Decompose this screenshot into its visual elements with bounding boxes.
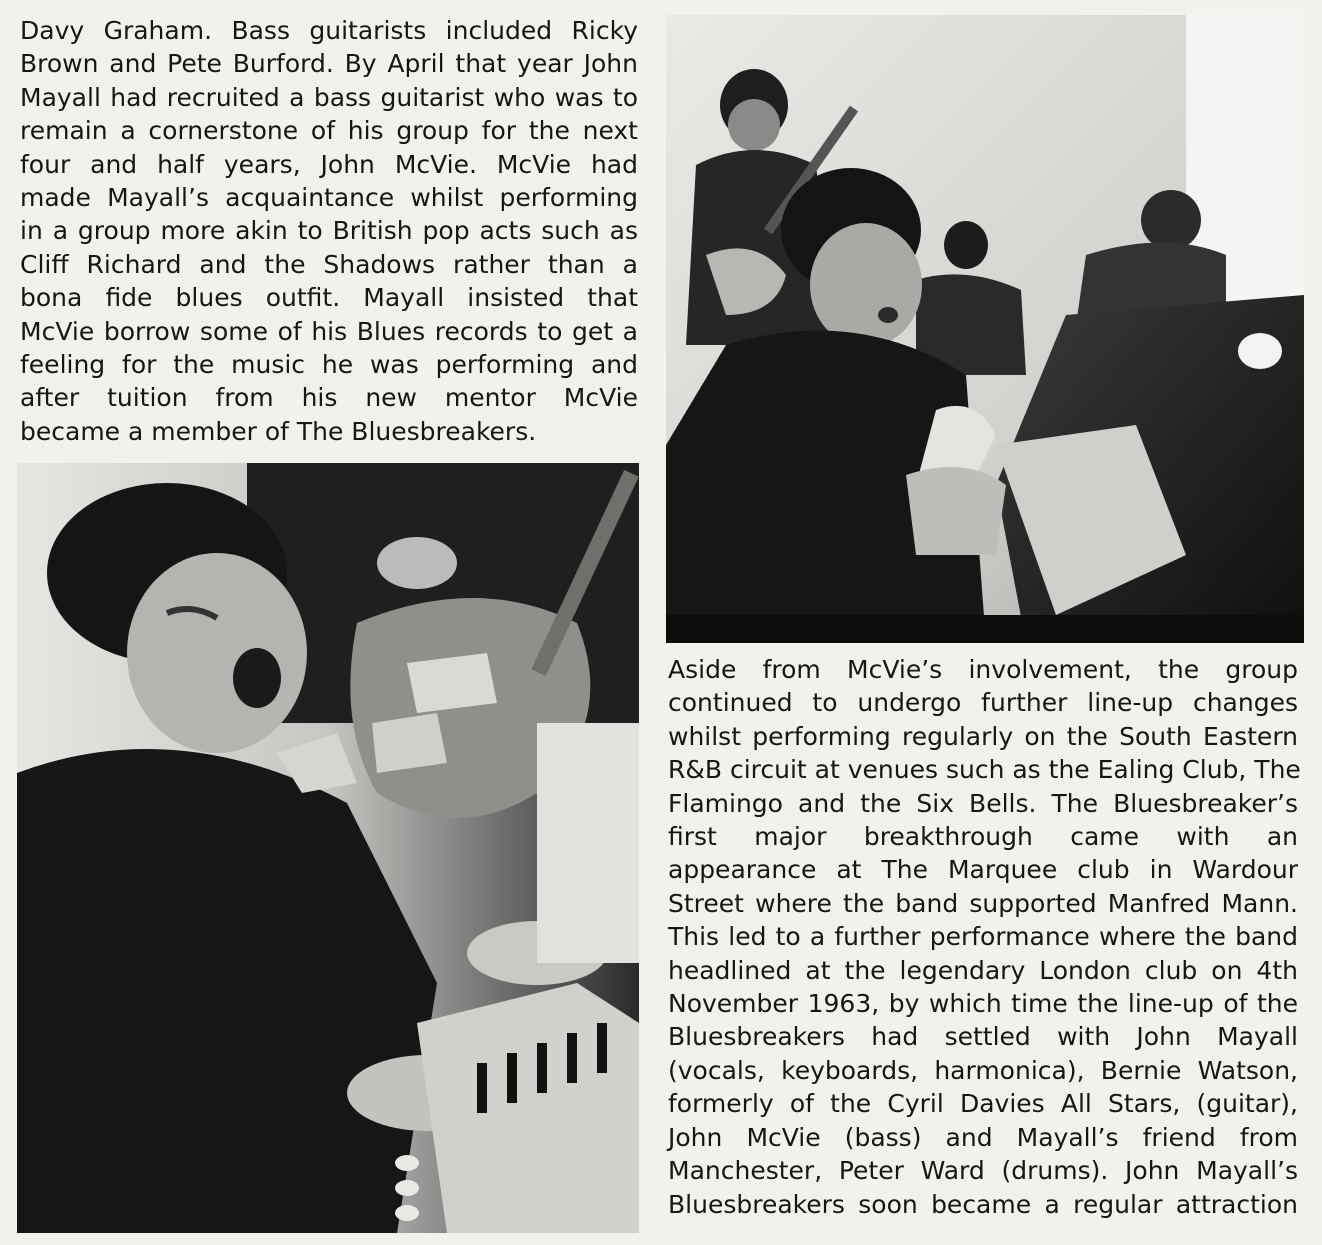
text-line: formerly of the Cyril Davies All Stars, (guitar), (668, 1089, 1298, 1119)
text-line: This led to a further performance where the band (668, 922, 1298, 952)
text-line: McVie borrow some of his Blues records to get a (20, 316, 638, 346)
text-line: remain a cornerstone of his group for the next (20, 116, 638, 146)
text-line: Street where the band supported Manfred Mann. (668, 888, 1298, 918)
text-line: Bluesbreakers had settled with John Mayall (668, 1022, 1298, 1052)
text-line: four and half years, John McVie. McVie had (20, 149, 638, 179)
text-line: in a group more akin to British pop acts such as (20, 216, 638, 246)
article-text-right-column (668, 653, 1301, 1221)
text-line: made Mayall’s acquaintance whilst performing (20, 183, 638, 213)
text-line: bona fide blues outfit. Mayall insisted that (20, 283, 638, 313)
text-line: November 1963, by which time the line-up of the (668, 989, 1298, 1019)
text-line: Mayall had recruited a bass guitarist who was to (20, 82, 638, 112)
text-line: Davy Graham. Bass guitarists included Ricky (20, 16, 638, 45)
text-line: John McVie (bass) and Mayall’s friend from (668, 1122, 1298, 1152)
photo-singer-at-piano-with-bassist-icon (17, 463, 639, 1233)
text-line: Aside from McVie’s involvement, the group (668, 655, 1298, 684)
text-line: headlined at the legendary London club on 4th (668, 955, 1298, 985)
text-line: whilst performing regularly on the South Eastern (668, 721, 1298, 751)
text-line: (vocals, keyboards, harmonica), Bernie Watson, (668, 1055, 1298, 1085)
text-line: first major breakthrough came with an (668, 822, 1298, 852)
photo-band-rehearsal (666, 15, 1304, 643)
text-line: continued to undergo further line-up changes (668, 688, 1298, 718)
text-line: Brown and Pete Burford. By April that year John (20, 49, 638, 79)
text-line: became a member of The Bluesbreakers. (20, 416, 537, 446)
photo-band-rehearsal-at-piano-icon (666, 15, 1304, 643)
article-text-left-column (20, 14, 638, 448)
text-line: R&B circuit at venues such as the Ealing Club, The (668, 755, 1301, 785)
text-line: Manchester, Peter Ward (drums). John Mayall’s (668, 1156, 1298, 1186)
photo-singer-at-piano (17, 463, 639, 1233)
text-line: Bluesbreakers soon became a regular attraction (668, 1189, 1298, 1219)
text-line: Flamingo and the Six Bells. The Bluesbreaker’s (668, 788, 1298, 818)
text-line: feeling for the music he was performing and (20, 350, 638, 380)
text-line: after tuition from his new mentor McVie (20, 383, 638, 413)
text-line: appearance at The Marquee club in Wardour (668, 855, 1298, 885)
text-line: Cliff Richard and the Shadows rather than a (20, 249, 638, 279)
